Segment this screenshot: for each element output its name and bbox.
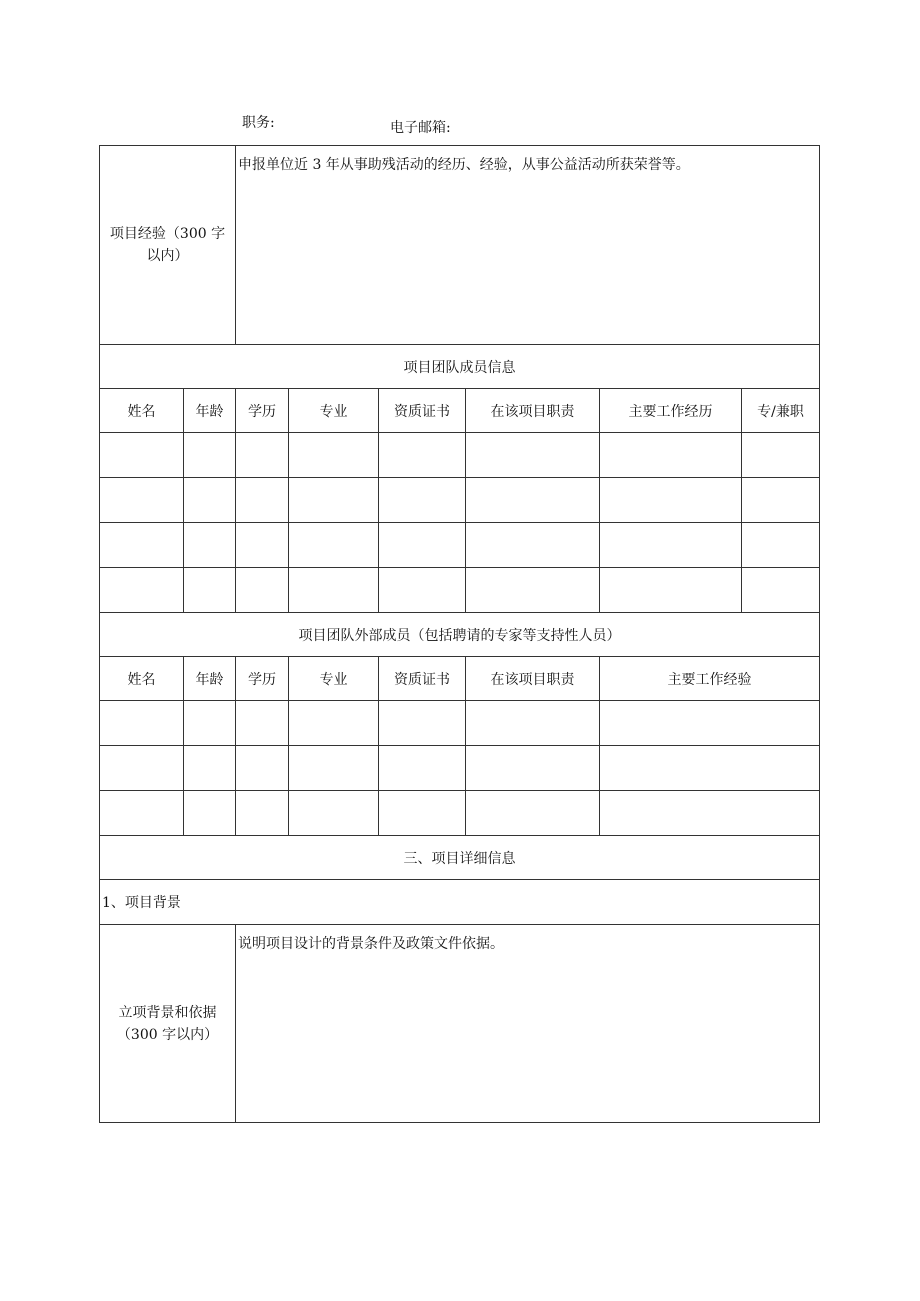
team-table-cell[interactable] [99,477,184,523]
background-input[interactable] [235,924,820,1123]
background-subsection-title-text: 1、项目背景 [102,895,181,911]
background-label [99,924,236,1123]
team-table-cell[interactable] [465,567,600,613]
external-team-column-header [378,656,466,701]
team-column-header [288,388,379,433]
external-team-section-title [99,612,820,657]
team-table-cell[interactable] [288,432,379,478]
team-table-cell[interactable] [99,522,184,568]
team-table-cell[interactable] [378,522,466,568]
external-team-table-cell[interactable] [99,700,184,746]
team-table-cell[interactable] [465,522,600,568]
team-table-cell[interactable] [741,477,820,523]
team-table-cell[interactable] [599,477,742,523]
team-table-cell[interactable] [741,432,820,478]
external-team-column-header [288,656,379,701]
external-team-table-cell[interactable] [99,745,184,791]
external-team-table-cell[interactable] [599,745,820,791]
application-form-table [100,146,820,1123]
external-team-column-header [235,656,289,701]
external-team-column-header [599,656,820,701]
team-column-header [465,388,600,433]
team-section-title [99,344,820,389]
external-team-table-cell[interactable] [288,790,379,836]
team-table-cell[interactable] [741,567,820,613]
team-column-header-text: 学历 [248,403,276,420]
external-team-section-title-text: 项目团队外部成员（包括聘请的专家等支持性人员） [298,627,621,644]
team-column-header [235,388,289,433]
team-column-header [378,388,466,433]
external-team-table-cell[interactable] [378,745,466,791]
team-column-header [99,388,184,433]
external-team-table-cell[interactable] [378,700,466,746]
team-table-cell[interactable] [183,522,236,568]
team-column-header [599,388,742,433]
team-table-cell[interactable] [183,432,236,478]
team-table-cell[interactable] [235,432,289,478]
team-column-header [741,388,820,433]
team-table-cell[interactable] [288,477,379,523]
external-team-table-cell[interactable] [288,700,379,746]
external-team-table-cell[interactable] [465,700,600,746]
team-column-header-text: 专/兼职 [757,403,804,420]
email-label: 电子邮箱: [390,120,451,136]
team-table-cell[interactable] [99,432,184,478]
team-table-cell[interactable] [183,477,236,523]
team-table-cell[interactable] [235,522,289,568]
external-team-column-header-text: 专业 [319,671,348,688]
experience-input-text: 申报单位近 3 年从事助残活动的经历、经验，从事公益活动所获荣誉等。 [238,157,690,173]
team-column-header-text: 姓名 [127,403,156,420]
team-table-cell[interactable] [288,567,379,613]
team-table-cell[interactable] [378,567,466,613]
team-table-cell[interactable] [599,522,742,568]
details-section-title [99,835,820,880]
external-team-table-cell[interactable] [599,790,820,836]
external-team-table-cell[interactable] [599,700,820,746]
team-table-cell[interactable] [599,567,742,613]
external-team-table-cell[interactable] [183,745,236,791]
team-column-header-text: 主要工作经历 [628,403,713,420]
team-column-header-text: 专业 [319,403,348,420]
team-section-title-text: 项目团队成员信息 [403,359,516,376]
external-team-column-header [183,656,236,701]
external-team-table-cell[interactable] [235,790,289,836]
details-section-title-text: 三、项目详细信息 [403,850,516,867]
experience-input[interactable] [235,145,820,345]
position-label: 职务: [242,115,275,131]
team-table-cell[interactable] [465,432,600,478]
team-table-cell[interactable] [288,522,379,568]
external-team-column-header-text: 资质证书 [394,671,450,688]
background-input-text: 说明项目设计的背景条件及政策文件依据。 [238,936,504,952]
team-column-header-text: 在该项目职责 [490,403,575,420]
external-team-table-cell[interactable] [183,700,236,746]
external-team-column-header [99,656,184,701]
external-team-table-cell[interactable] [465,745,600,791]
team-table-cell[interactable] [183,567,236,613]
external-team-column-header-text: 学历 [248,671,276,688]
external-team-column-header-text: 主要工作经验 [667,671,752,688]
team-table-cell[interactable] [465,477,600,523]
experience-label [99,145,236,345]
team-table-cell[interactable] [99,567,184,613]
external-team-column-header-text: 在该项目职责 [490,671,575,688]
external-team-table-cell[interactable] [183,790,236,836]
external-team-column-header-text: 年龄 [195,671,224,688]
team-table-cell[interactable] [599,432,742,478]
external-team-column-header [465,656,600,701]
external-team-table-cell[interactable] [465,790,600,836]
experience-label-text: 项目经验（300 字以内） [109,226,226,264]
external-team-table-cell[interactable] [378,790,466,836]
team-column-header-text: 年龄 [195,403,224,420]
team-table-cell[interactable] [378,432,466,478]
external-team-table-cell[interactable] [235,700,289,746]
team-table-cell[interactable] [235,477,289,523]
external-team-table-cell[interactable] [235,745,289,791]
external-team-column-header-text: 姓名 [127,671,156,688]
team-table-cell[interactable] [235,567,289,613]
team-column-header-text: 资质证书 [394,403,450,420]
external-team-table-cell[interactable] [288,745,379,791]
team-column-header [183,388,236,433]
team-table-cell[interactable] [741,522,820,568]
external-team-table-cell[interactable] [99,790,184,836]
team-table-cell[interactable] [378,477,466,523]
background-subsection-title [99,879,820,925]
background-label-text: 立项背景和依据（300 字以内） [116,1004,219,1043]
